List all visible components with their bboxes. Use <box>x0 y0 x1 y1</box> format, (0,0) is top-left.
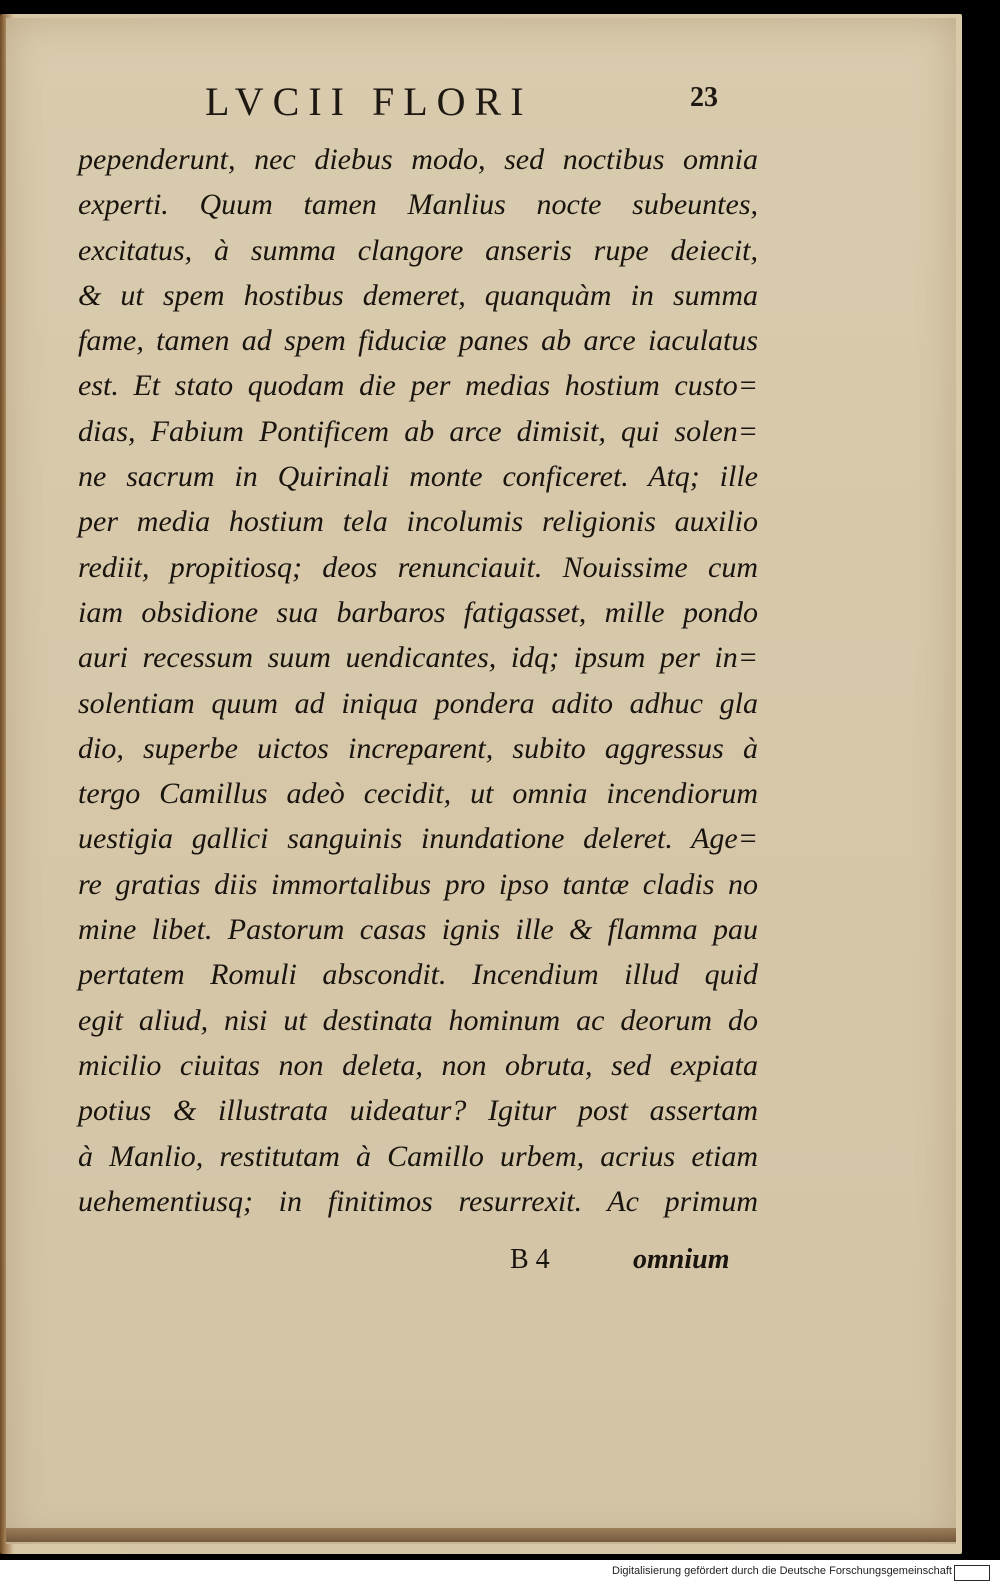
page-bottom-edge <box>6 1528 956 1542</box>
text-line: micilio ciuitas non deleta, non obruta, sed expiata <box>78 1048 758 1082</box>
text-line: à Manlio, restitutam à Camillo urbem, acrius etiam <box>78 1139 758 1173</box>
text-line: per media hostium tela incolumis religionis auxilio <box>78 505 758 539</box>
text-line: rediit, propitiosq; deos renunciauit. Nouissime cum <box>78 550 758 584</box>
text-line: potius & illustrata uideatur? Igitur post assertam <box>78 1094 758 1128</box>
text-line: ne sacrum in Quirinali monte conficeret. Atq; ille <box>78 460 758 494</box>
text-line: re gratias diis immortalibus pro ipso tantæ cladis no <box>78 867 758 901</box>
text-line: pependerunt, nec diebus modo, sed noctibus omnia <box>78 143 758 176</box>
text-line: excitatus, à summa clangore anseris rupe deiecit, <box>78 233 758 267</box>
funding-credit: Digitalisierung gefördert durch die Deutsche Forschungsgemeinschaft <box>612 1565 952 1577</box>
text-line: solentiam quum ad iniqua pondera adito adhuc gla <box>78 686 758 720</box>
signature-mark: B 4 <box>510 1244 550 1275</box>
text-line: dio, superbe uictos increparent, subito aggressus à <box>78 731 758 765</box>
text-line: mine libet. Pastorum casas ignis ille & flamma pau <box>78 913 758 947</box>
text-line: uestigia gallici sanguinis inundatione deleret. Age= <box>78 822 758 856</box>
text-line: & ut spem hostibus demeret, quanquàm in summa <box>78 278 758 312</box>
text-line: egit aliud, nisi ut destinata hominum ac deorum do <box>78 1003 758 1037</box>
text-line: tergo Camillus adeò cecidit, ut omnia incendiorum <box>78 777 758 811</box>
text-line: auri recessum suum uendicantes, idq; ipsum per in= <box>78 641 758 675</box>
text-block <box>78 137 758 1224</box>
text-line: experti. Quum tamen Manlius nocte subeuntes, <box>78 188 758 222</box>
catchword: omnium <box>633 1244 730 1275</box>
text-line: iam obsidione sua barbaros fatigasset, mille pondo <box>78 595 758 629</box>
text-line: pertatem Romuli abscondit. Incendium illud quid <box>78 958 758 992</box>
text-line: uehementiusq; in finitimos resurrexit. Ac primum <box>78 1184 758 1218</box>
dfg-logo <box>954 1565 990 1581</box>
text-line: dias, Fabium Pontificem ab arce dimisit, qui solen= <box>78 414 758 448</box>
text-line: fame, tamen ad spem fiduciæ panes ab arce iaculatus <box>78 324 758 358</box>
page-number: 23 <box>690 82 718 113</box>
running-title: LVCII FLORI <box>205 79 533 124</box>
text-line: est. Et stato quodam die per medias hostium custo= <box>78 369 758 403</box>
